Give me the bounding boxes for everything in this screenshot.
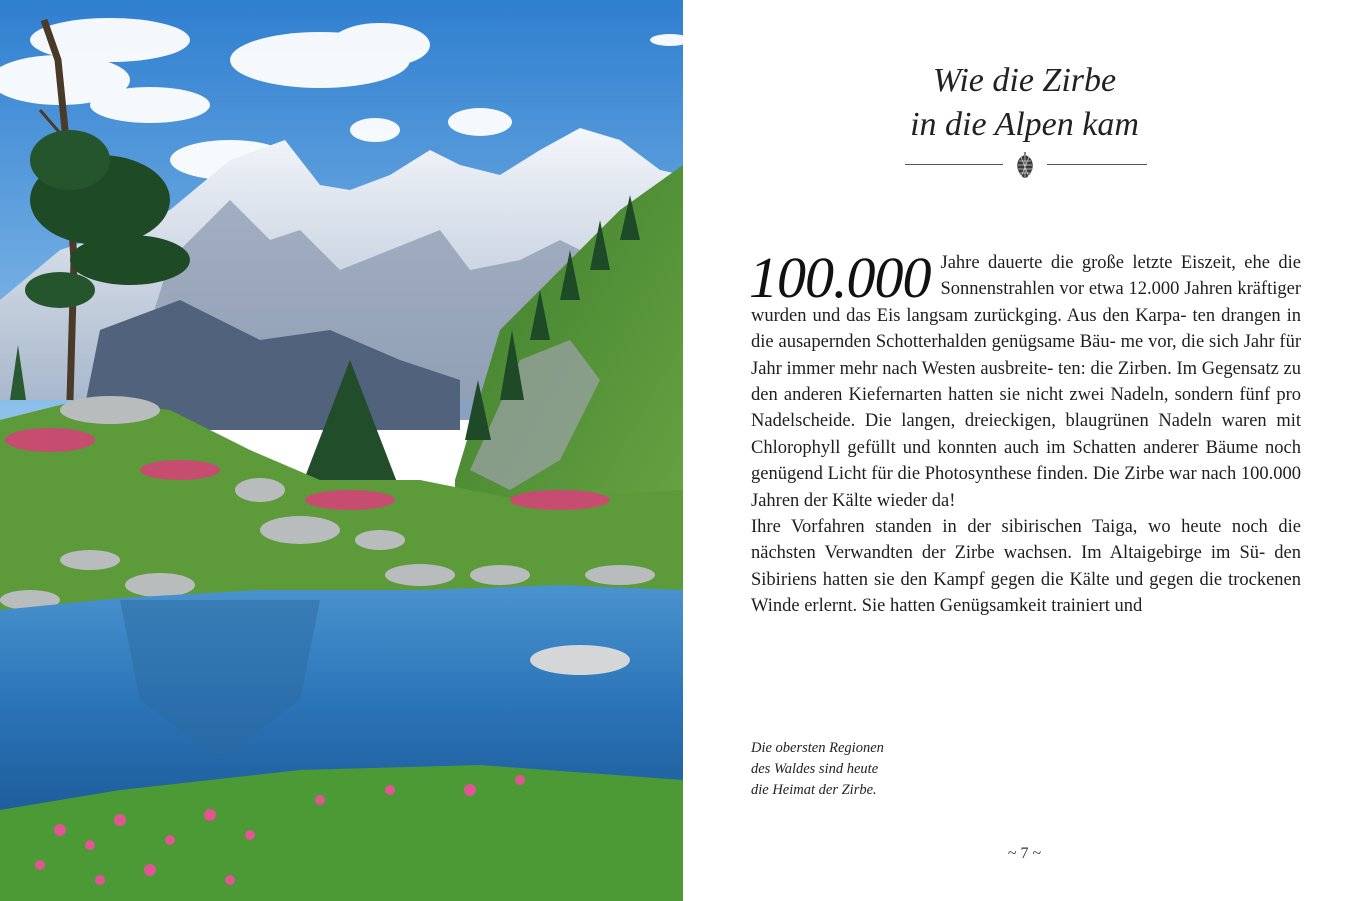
text-line: den Sibiriens hatten sie den Kampf gegen die Kälte und gegen die — [751, 543, 1301, 590]
pine-cone-icon — [1014, 151, 1036, 179]
lake-stone — [530, 645, 630, 675]
text-line: Ihre Vorfahren standen in der sibirischen Taiga, wo heute noch die — [751, 517, 1301, 538]
chapter-body — [749, 245, 1302, 620]
text-line: kräftiger wurden und das Eis langsam zurückging. Aus den Karpa- — [751, 279, 1301, 326]
text-line: Licht für die Photosynthese finden. Die Zirbe war nach 100.000 — [827, 464, 1301, 485]
caption-line: Die obersten Regionen — [751, 740, 884, 756]
text-line: Jahre dauerte die große letzte Eiszeit, ehe — [940, 253, 1279, 273]
ornament-rule-right — [1047, 164, 1147, 165]
text-line: ten: die Zirben. Im Gegensatz zu den anderen Kiefernarten hatten — [751, 358, 1302, 406]
text-line: ten drangen in die ausapernden Schotterhalden genügsame Bäu- — [751, 305, 1302, 353]
text-line: sie nicht zwei Nadeln, sondern fünf pro Nadelscheide. Die langen, — [751, 385, 1301, 432]
paragraph-2 — [751, 514, 1301, 620]
text-line: me vor, die sich Jahr für Jahr immer mehr nach Westen ausbreite- — [751, 332, 1301, 379]
chapter-title-line1: Wie die Zirbe — [932, 62, 1117, 99]
text-line: dreieckigen, blaugrünen Nadeln waren mit Chlorophyll gefüllt — [751, 411, 1302, 458]
caption-line: des Waldes sind heute — [751, 761, 879, 777]
text-page — [683, 0, 1366, 901]
page-number: ~ 7 ~ — [1007, 845, 1042, 862]
ornament-rule-left — [905, 164, 1003, 165]
text-line: nächsten Verwandten der Zirbe wachsen. Im Altaigebirge im Sü- — [751, 543, 1266, 564]
photo-caption — [751, 738, 951, 801]
text-line: die Sonnenstrahlen vor etwa 12.000 Jahren — [940, 253, 1301, 300]
caption-line: die Heimat der Zirbe. — [751, 782, 877, 798]
chapter-title-line2: in die Alpen kam — [910, 106, 1139, 143]
text-line: trockenen Winde erlernt. Sie hatten Genügsamkeit trainiert und — [751, 569, 1301, 617]
title-ornament — [905, 150, 1145, 180]
text-line: und konnten auch im Schatten anderer Bäume noch genügend — [751, 437, 1301, 485]
dropcap-number: 100.000 — [749, 245, 931, 310]
text-line: Jahren der Kälte wieder da! — [751, 490, 956, 511]
